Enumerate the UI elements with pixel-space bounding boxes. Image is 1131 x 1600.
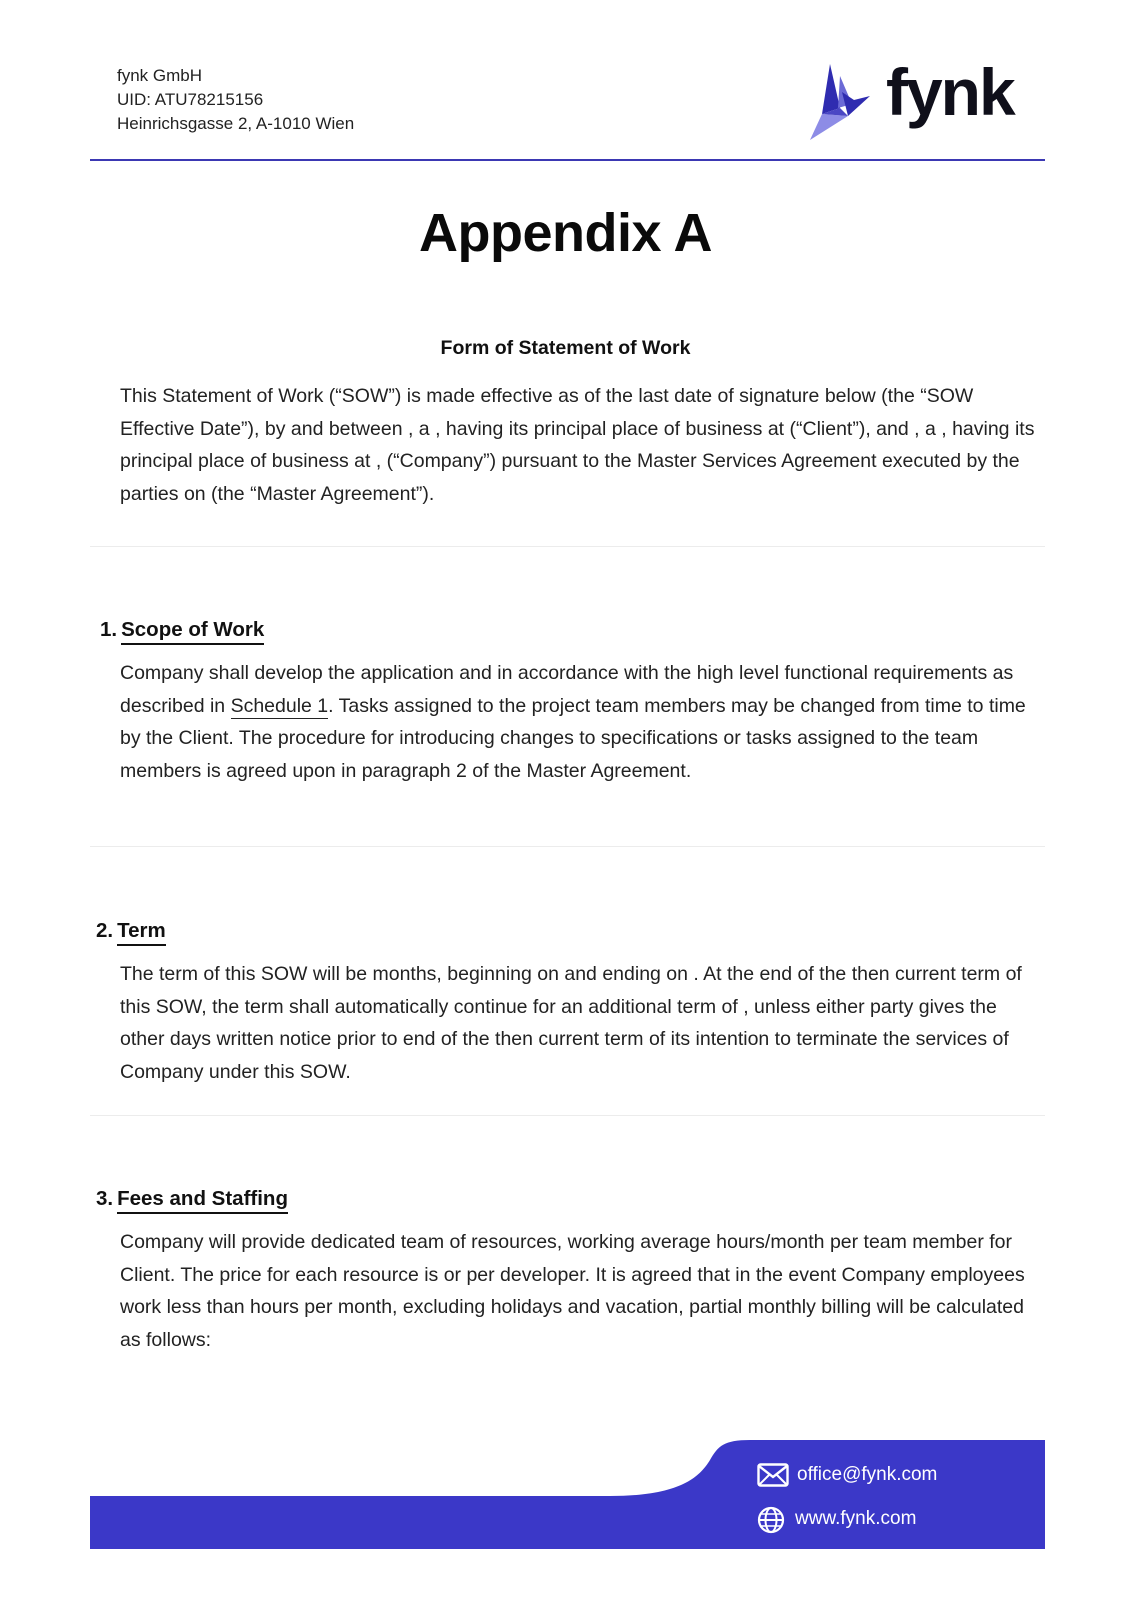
- section-number: 2.: [96, 919, 114, 942]
- scope-text-after: . Tasks assigned to the project team members may be changed from time to time by the Client. The procedure for introducing changes to specifications or tasks assigned to the team members is agreed upon in paragraph 2 of the Master Agreement.: [120, 694, 1026, 782]
- scope-paragraph: [120, 657, 1045, 787]
- header-divider: [90, 159, 1045, 161]
- company-uid: UID: ATU78215156: [117, 90, 264, 109]
- footer-email[interactable]: office@fynk.com: [797, 1464, 938, 1485]
- logo-wordmark: fynk: [886, 55, 1014, 129]
- company-name: fynk GmbH: [117, 66, 203, 85]
- footer-band: [90, 1440, 1045, 1549]
- intro-paragraph: This Statement of Work (“SOW”) is made effective as of the last date of signature below (the “SOW Effective Date”), by and between , a , having its principal place of business at (“Client”), and , a , having its principal place of business at , (“Company”) pursuant to the Master Services Agreement executed by the parties on (the “Master Agreement”).: [120, 385, 1035, 505]
- term-paragraph: The term of this SOW will be months, beginning on and ending on . At the end of the then current term of this SOW, the term shall automatically continue for an additional term of , unless either party gives the other days written notice prior to end of the then current term of its intention to terminate the services of Company under this SOW.: [120, 963, 1022, 1083]
- bird-logo-icon: [808, 62, 878, 142]
- fees-paragraph: Company will provide dedicated team of resources, working average hours/month per team member for Client. The price for each resource is or per developer. It is agreed that in the event Company employees work less than hours per month, excluding holidays and vacation, partial monthly billing will be calculated as follows:: [120, 1231, 1025, 1351]
- section-title: Term: [117, 919, 166, 946]
- section-title: Fees and Staffing: [117, 1187, 288, 1214]
- company-address: Heinrichsgasse 2, A-1010 Wien: [117, 114, 355, 133]
- section-heading-term: [96, 919, 166, 943]
- envelope-icon: [757, 1463, 789, 1487]
- scope-text-before: Company shall develop the application and in accordance with the high level functional requirements as described in: [120, 662, 1014, 717]
- section-number: 1.: [100, 618, 118, 641]
- section-divider: [90, 546, 1045, 547]
- section-title: Scope of Work: [121, 618, 264, 645]
- globe-icon: [757, 1506, 785, 1534]
- company-info: [117, 64, 354, 136]
- document-subtitle: Form of Statement of Work: [440, 337, 691, 359]
- schedule-1-link[interactable]: Schedule 1: [230, 694, 329, 717]
- section-divider: [90, 846, 1045, 847]
- section-divider: [90, 1115, 1045, 1116]
- section-heading-scope: [100, 618, 264, 642]
- section-number: 3.: [96, 1187, 114, 1210]
- document-title: Appendix A: [418, 203, 712, 263]
- footer-website[interactable]: www.fynk.com: [795, 1508, 917, 1529]
- fynk-logo: [808, 55, 1014, 145]
- section-heading-fees: [96, 1187, 288, 1211]
